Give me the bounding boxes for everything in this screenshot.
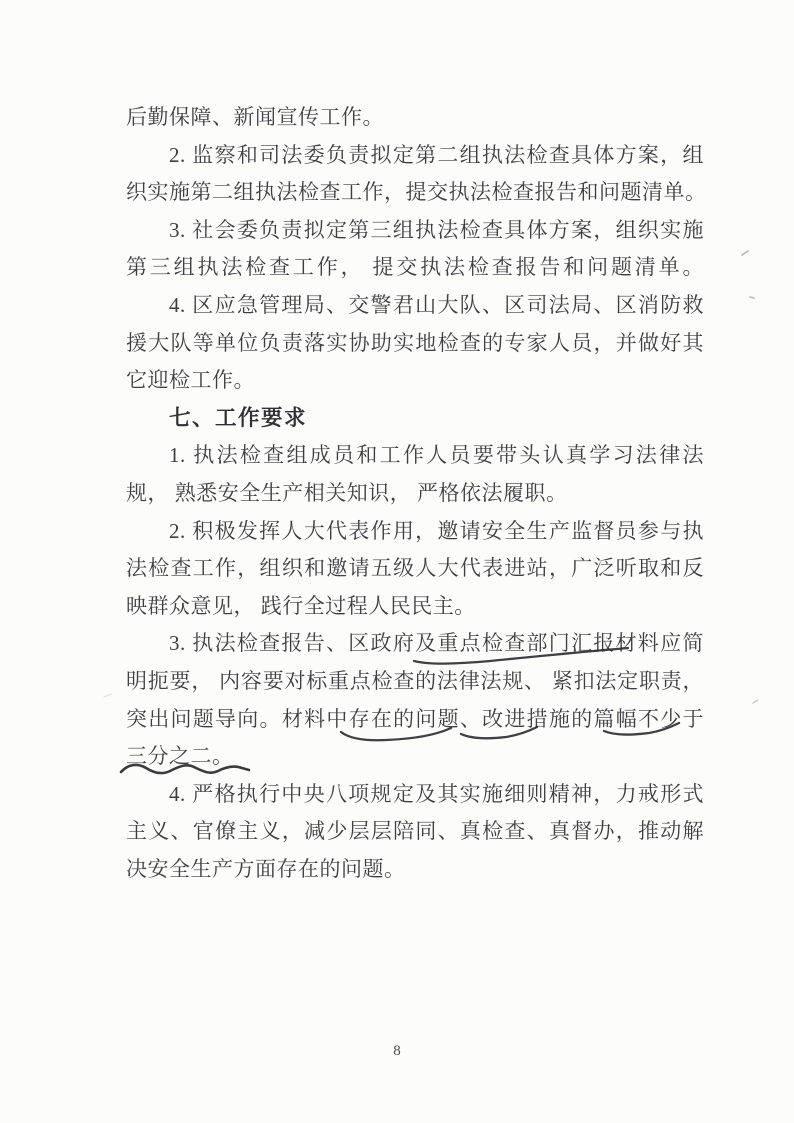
text-line: 突出问题导向。材料中存在的问题、改进措施的篇幅不少于 [126,706,704,731]
scan-speck [753,700,758,703]
text-line: 决安全生产方面存在的问题。 [126,856,406,881]
text-block [126,99,707,888]
text-line: 明扼要， 内容要对标重点检查的法律法规、 紧扣法定职责， [126,668,704,693]
text-line: 映群众意见， 践行全过程人民民主。 [126,593,476,618]
scan-speck [104,694,111,697]
text-line: 3. 社会委负责拟定第三组执法检查具体方案，组织实施 [169,217,704,242]
scan-speck [750,297,754,298]
text-line: 4. 严格执行中央八项规定及其实施细则精神，力戒形式 [169,781,704,806]
text-line: 3. 执法检查报告、区政府及重点检查部门汇报材料应简 [169,631,704,656]
text-line: 第三组执法检查工作， 提交执法检查报告和问题清单。 [126,255,704,280]
text-line: 援大队等单位负责落实协助实地检查的专家人员，并做好其 [126,330,704,355]
text-line: 2. 监察和司法委负责拟定第二组执法检查具体方案，组 [169,142,704,167]
text-line: 后勤保障、新闻宣传工作。 [126,105,384,129]
text-line: 2. 积极发挥人大代表作用，邀请安全生产监督员参与执 [169,518,704,543]
text-line: 主义、官僚主义，减少层层陪同、真检查、真督办，推动解 [126,819,704,844]
text-line: 法检查工作，组织和邀请五级人大代表进站，广泛听取和反 [126,556,704,581]
section-heading: 七、工作要求 [169,405,308,430]
text-line: 4. 区应急管理局、交警君山大队、区司法局、区消防救 [169,292,704,317]
text-line: 1. 执法检查组成员和工作人员要带头认真学习法律法 [169,443,704,468]
page-number: 8 [393,1043,401,1059]
scan-speck [742,251,748,255]
text-line: 三分之二。 [126,744,234,769]
text-line: 它迎检工作。 [126,368,255,393]
text-line: 织实施第二组执法检查工作，提交执法检查报告和问题清单。 [126,180,707,205]
text-line: 规， 熟悉安全生产相关知识， 严格依法履职。 [126,480,568,505]
